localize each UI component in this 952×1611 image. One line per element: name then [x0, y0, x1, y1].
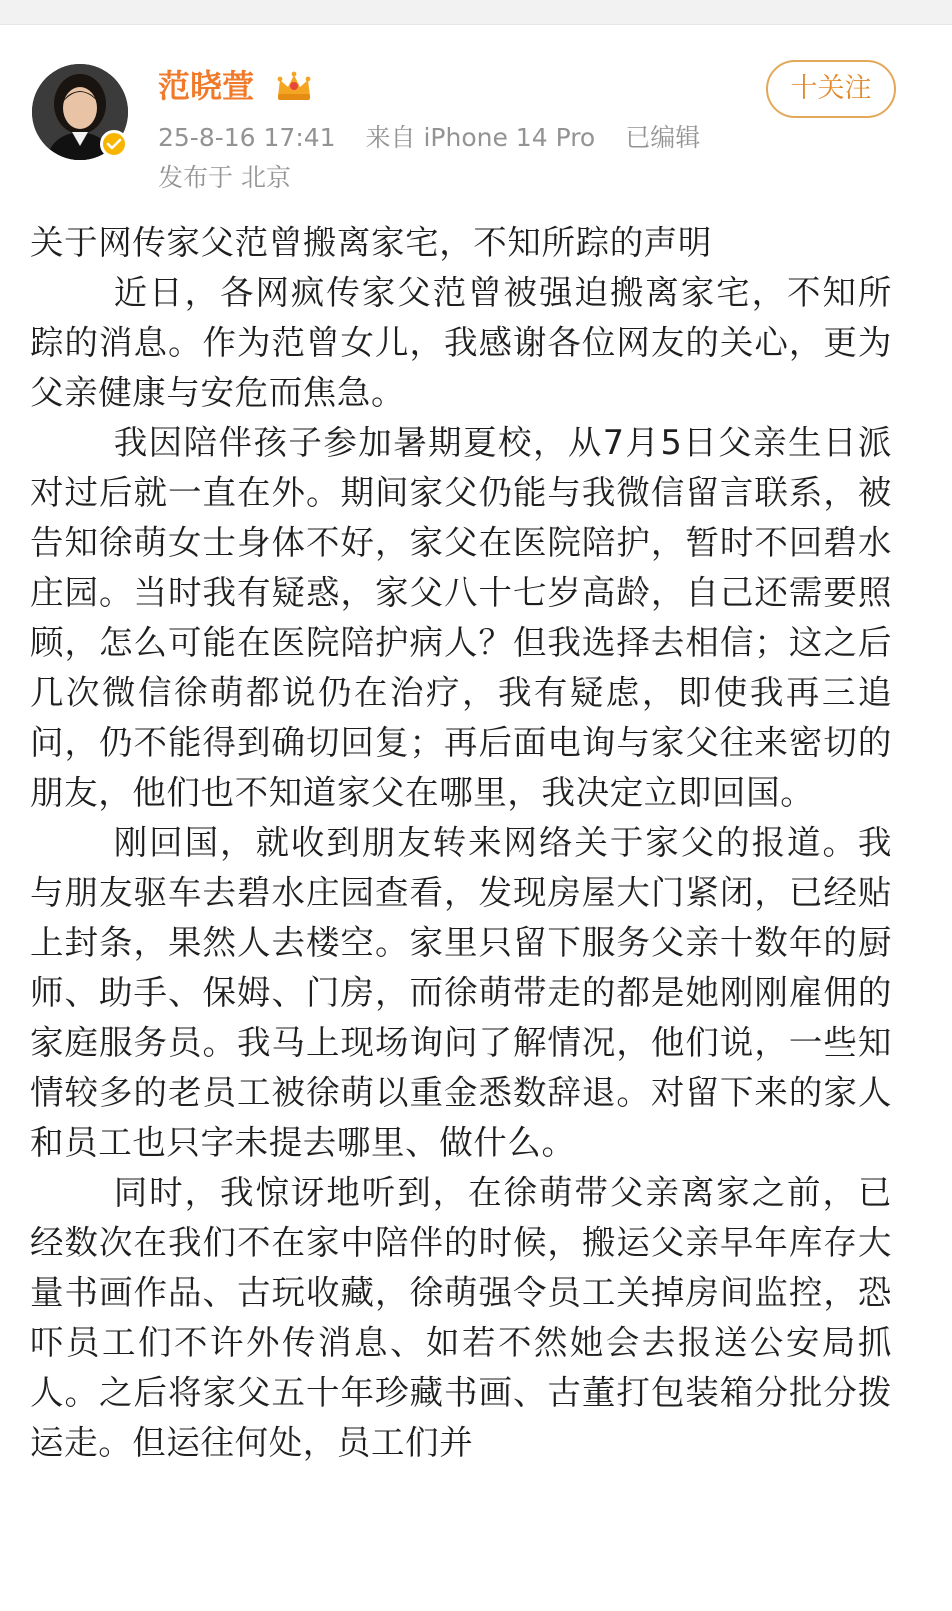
post-paragraph: 刚回国，就收到朋友转来网络关于家父的报道。我与朋友驱车去碧水庄园查看，发现房屋大门紧闭，已经贴上封条，果然人去楼空。家里只留下服务父亲十数年的厨师、助手、保姆、门房，而徐萌带走的都是她刚刚雇佣的家庭服务员。我马上现场询问了解情况，他们说，一些知情较多的老员工被徐萌以重金悉数辞退。对留下来的家人和员工也只字未提去哪里、做什么。	[30, 823, 892, 1162]
post-paragraph: 我因陪伴孩子参加暑期夏校，从7月5日父亲生日派对过后就一直在外。期间家父仍能与我微信留言联系，被告知徐萌女士身体不好，家父在医院陪护，暂时不回碧水庄园。当时我有疑惑，家父八十七岁高龄，自己还需要照顾，怎么可能在医院陪护病人？但我选择去相信；这之后几次微信徐萌都说仍在治疗，我有疑虑，即使我再三追问，仍不能得到确切回复；再后面电询与家父往来密切的朋友，他们也不知道家父在哪里，我决定立即回国。	[30, 423, 892, 812]
post-title: 关于网传家父范曾搬离家宅，不知所踪的声明	[30, 223, 712, 262]
follow-button[interactable]: 十关注	[766, 60, 896, 118]
post-header	[0, 24, 952, 214]
post-paragraph: 同时，我惊讶地听到，在徐萌带父亲离家之前，已经数次在我们不在家中陪伴的时候，搬运父亲早年库存大量书画作品、古玩收藏，徐萌强令员工关掉房间监控，恐吓员工们不许外传消息、如若不然她会去报送公安局抓人。之后将家父五十年珍藏书画、古董打包装箱分批分拨运走。但运往何处，员工们并	[30, 1173, 892, 1462]
crown-icon	[274, 70, 314, 102]
edited-label[interactable]: 已编辑	[625, 123, 701, 152]
verified-badge-icon	[100, 130, 128, 158]
post-paragraph: 近日，各网疯传家父范曾被强迫搬离家宅，不知所踪的消息。作为范曾女儿，我感谢各位网友的关心，更为父亲健康与安危而焦急。	[30, 273, 892, 412]
top-strip	[0, 0, 952, 25]
post-datetime: 25-8-16 17:41	[158, 123, 336, 152]
post-body	[30, 218, 892, 1468]
post-source: 来自 iPhone 14 Pro	[365, 123, 596, 152]
username[interactable]: 范晓萱	[158, 67, 255, 105]
post-meta	[158, 122, 722, 154]
post-location: 发布于 北京	[158, 163, 291, 192]
